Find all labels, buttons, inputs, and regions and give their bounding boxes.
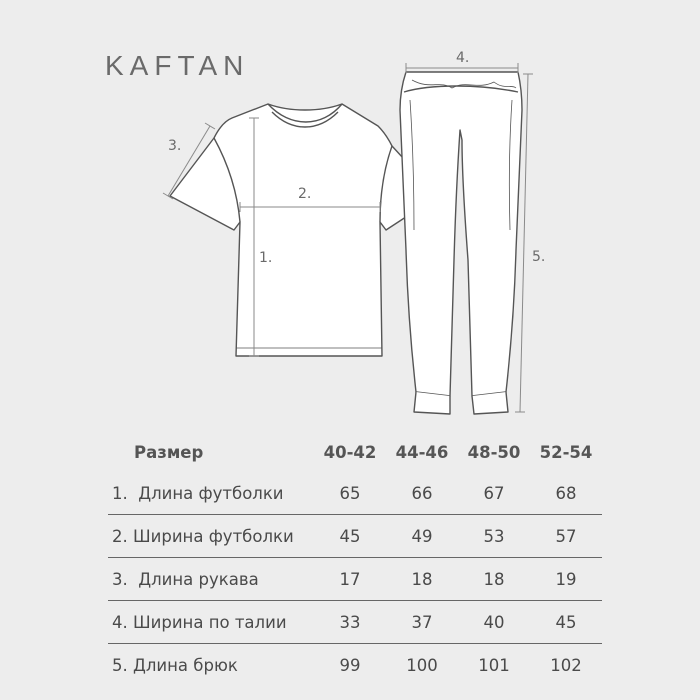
row-value: 45 (555, 612, 577, 632)
row-value: 18 (483, 569, 505, 589)
size-header-cell: 40-42 (323, 442, 377, 462)
size-table-header-row (108, 432, 602, 472)
row-value: 57 (555, 526, 577, 546)
row-value: 37 (411, 612, 433, 632)
row-value: 68 (555, 483, 577, 503)
table-row (108, 472, 602, 515)
size-header-cell: 52-54 (539, 442, 593, 462)
row-value: 67 (483, 483, 505, 503)
measure-label-1: 1. (259, 250, 273, 266)
table-row (108, 558, 602, 601)
row-value: 45 (339, 526, 361, 546)
table-row (108, 644, 602, 687)
tshirt-drawing (170, 104, 438, 356)
row-value: 99 (339, 655, 361, 675)
measure-label-3: 3. (168, 138, 182, 154)
row-value: 18 (411, 569, 433, 589)
row-label: 2. Ширина футболки (112, 526, 294, 546)
measure-label-2: 2. (298, 186, 312, 202)
brand-title: KAFTAN (105, 50, 250, 81)
row-value: 17 (339, 569, 361, 589)
pants-drawing (400, 72, 522, 414)
row-value: 102 (550, 655, 582, 675)
row-value: 100 (406, 655, 438, 675)
pants-body (400, 72, 522, 396)
tshirt-body (170, 104, 438, 356)
measure-label-5: 5. (532, 249, 546, 265)
measure-label-4: 4. (456, 50, 470, 66)
row-label: 3. Длина рукава (112, 569, 259, 589)
table-row (108, 515, 602, 558)
row-label: 1. Длина футболки (112, 483, 284, 503)
size-header-cell: 44-46 (395, 442, 449, 462)
row-value: 101 (478, 655, 510, 675)
row-label: 5. Длина брюк (112, 655, 238, 675)
row-value: 53 (483, 526, 505, 546)
size-table (108, 432, 602, 686)
row-label: 4. Ширина по талии (112, 612, 287, 632)
size-header-cell: 48-50 (467, 442, 521, 462)
row-value: 33 (339, 612, 361, 632)
row-value: 40 (483, 612, 505, 632)
row-value: 65 (339, 483, 361, 503)
row-value: 66 (411, 483, 433, 503)
table-row (108, 601, 602, 644)
row-value: 49 (411, 526, 433, 546)
row-value: 19 (555, 569, 577, 589)
size-header-label: Размер (134, 442, 204, 462)
